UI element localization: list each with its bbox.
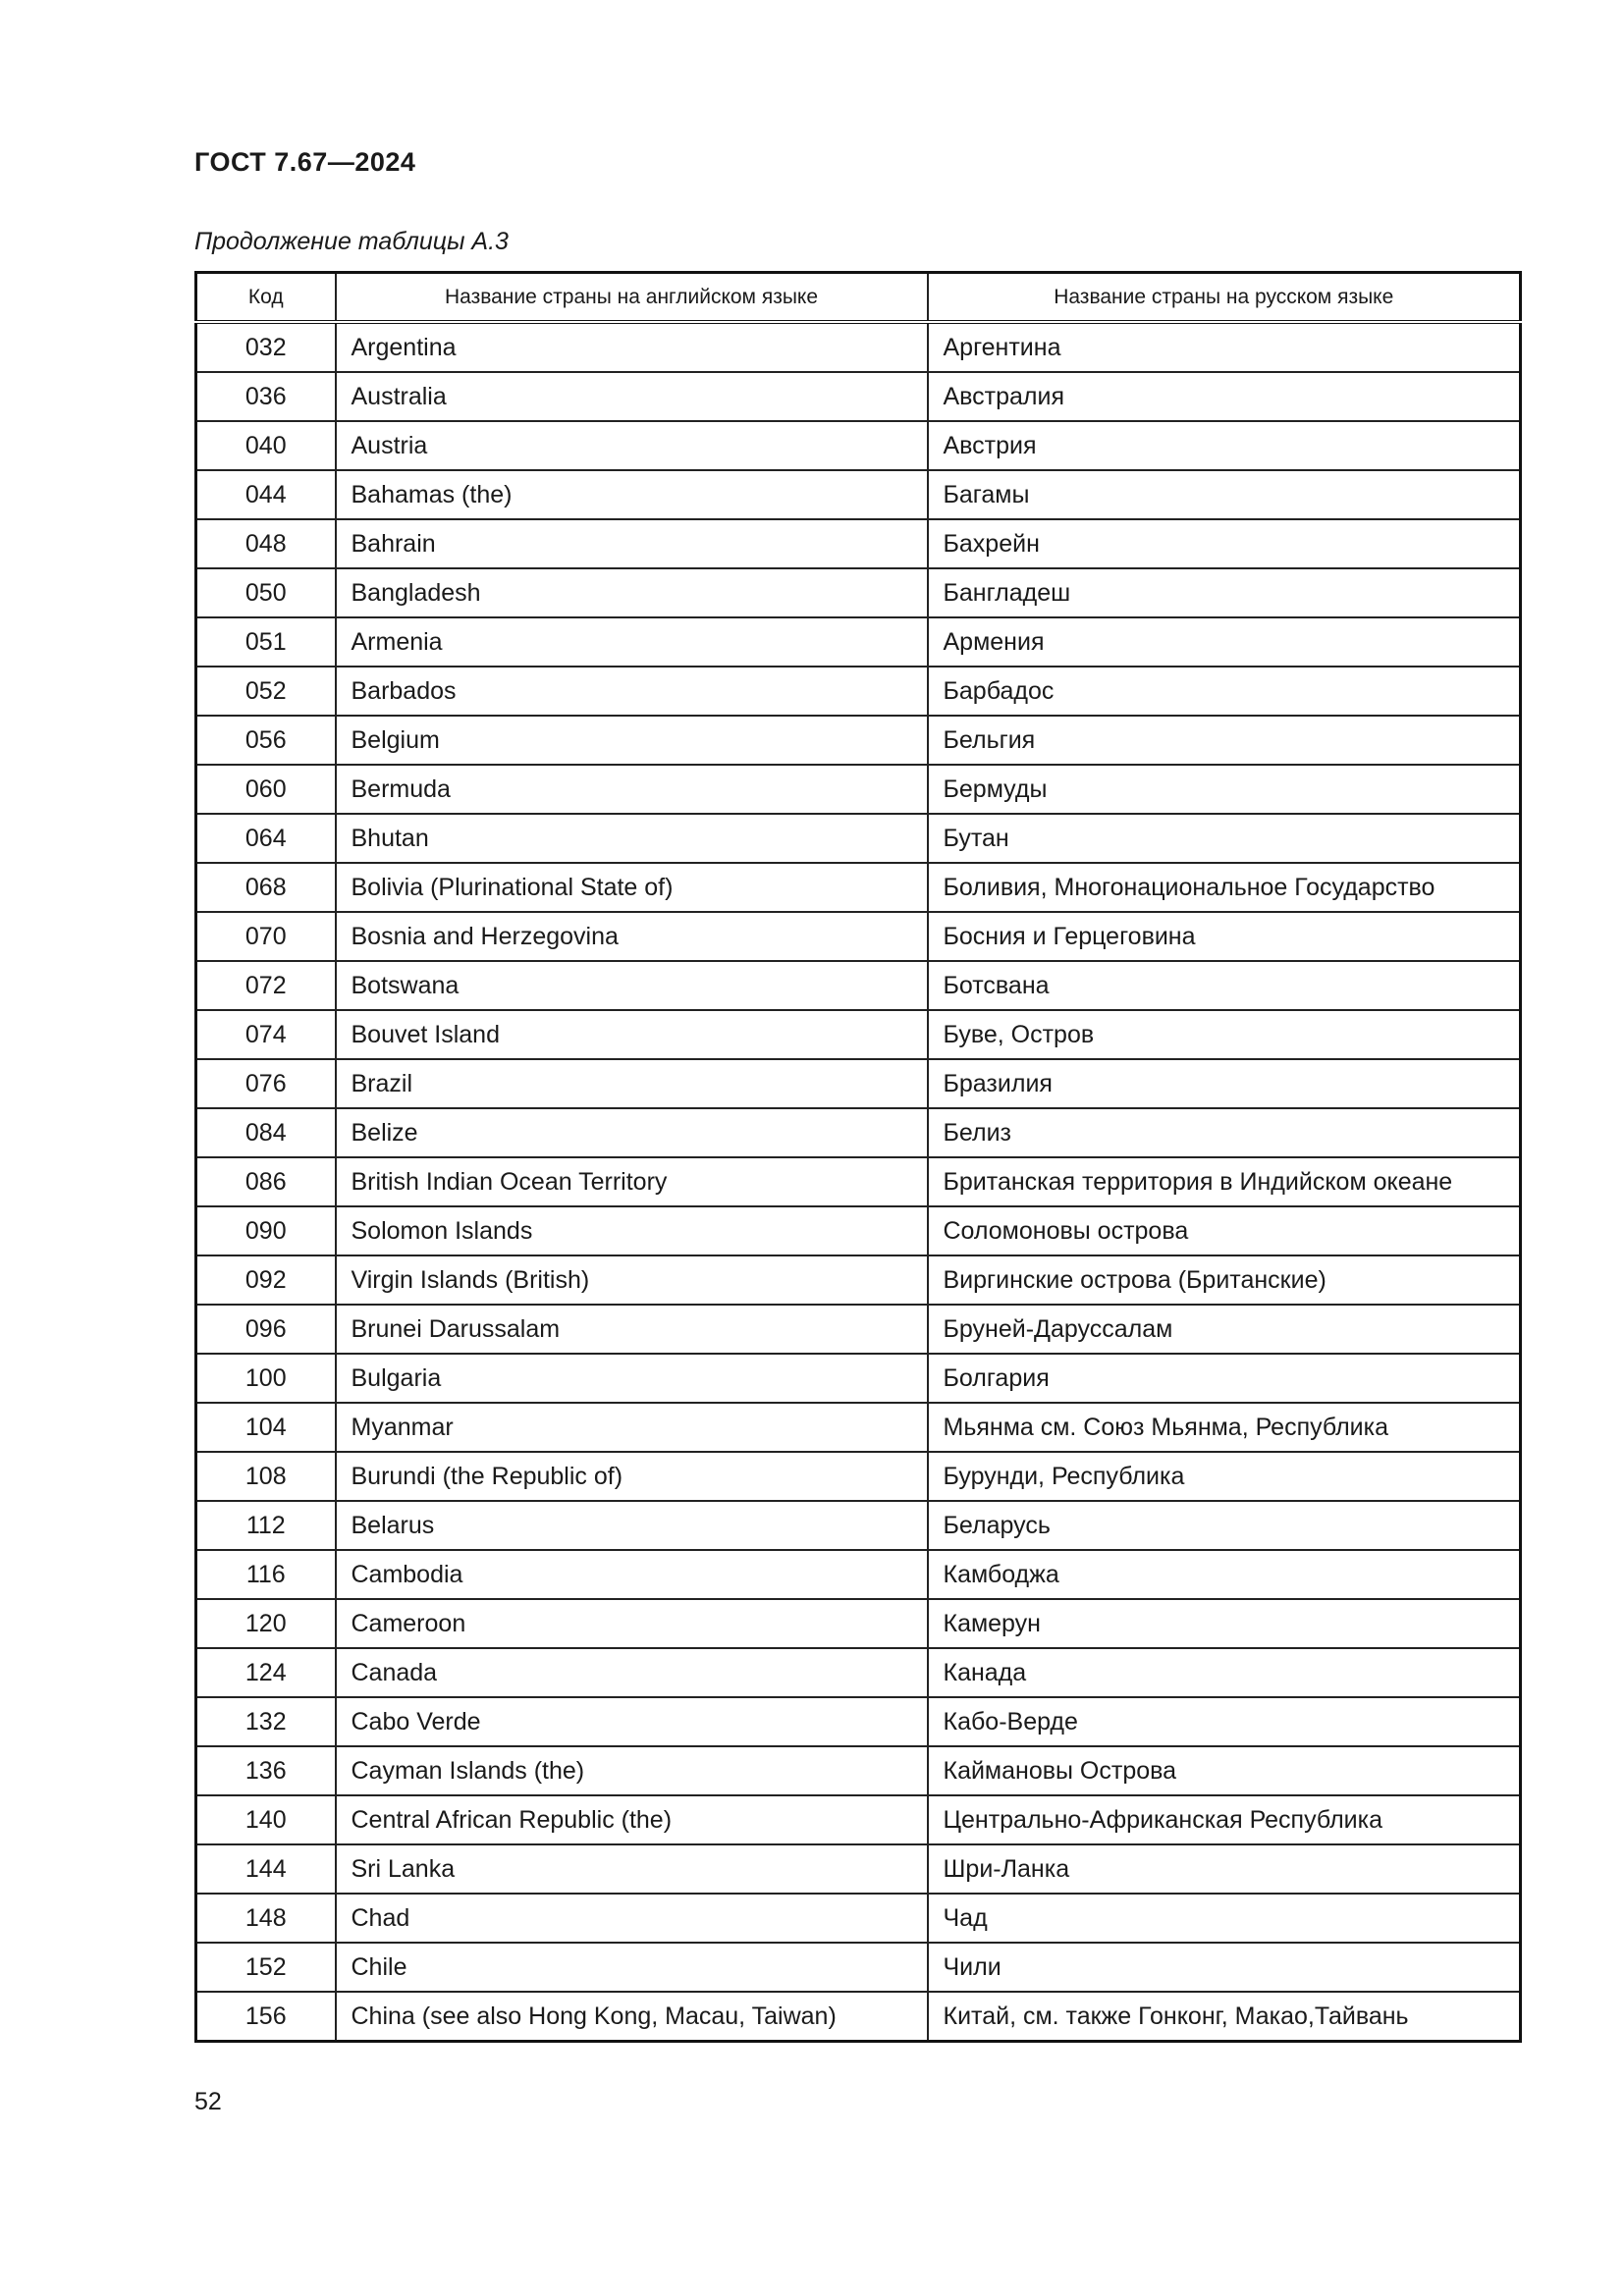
cell-name-ru: Китай, см. также Гонконг, Макао,Тайвань <box>928 1992 1521 2042</box>
table-row <box>196 814 1521 863</box>
country-codes-table <box>194 271 1522 2043</box>
column-header-code: Код <box>196 273 336 323</box>
cell-name-ru: Ботсвана <box>928 961 1521 1010</box>
table-caption: Продолжение таблицы А.3 <box>194 228 509 255</box>
cell-name-ru: Чад <box>928 1894 1521 1943</box>
table-row <box>196 667 1521 716</box>
table-row <box>196 1059 1521 1108</box>
table-row <box>196 1844 1521 1894</box>
cell-code: 060 <box>196 765 336 814</box>
cell-name-en: Austria <box>336 421 928 470</box>
cell-code: 120 <box>196 1599 336 1648</box>
cell-name-ru: Шри-Ланка <box>928 1844 1521 1894</box>
cell-code: 051 <box>196 617 336 667</box>
cell-code: 050 <box>196 568 336 617</box>
cell-name-ru: Бразилия <box>928 1059 1521 1108</box>
table-row <box>196 1452 1521 1501</box>
cell-name-ru: Бангладеш <box>928 568 1521 617</box>
cell-name-en: Bangladesh <box>336 568 928 617</box>
cell-name-en: Argentina <box>336 322 928 372</box>
cell-code: 104 <box>196 1403 336 1452</box>
table-row <box>196 1255 1521 1305</box>
cell-code: 056 <box>196 716 336 765</box>
cell-name-en: Belgium <box>336 716 928 765</box>
cell-code: 152 <box>196 1943 336 1992</box>
cell-name-ru: Британская территория в Индийском океане <box>928 1157 1521 1206</box>
column-header-name-en: Название страны на английском языке <box>336 273 928 323</box>
cell-name-ru: Виргинские острова (Британские) <box>928 1255 1521 1305</box>
table-row <box>196 1108 1521 1157</box>
page-number: 52 <box>194 2088 222 2115</box>
cell-name-en: Armenia <box>336 617 928 667</box>
cell-code: 032 <box>196 322 336 372</box>
cell-name-ru: Боливия, Многонациональное Государство <box>928 863 1521 912</box>
cell-code: 132 <box>196 1697 336 1746</box>
table-row <box>196 1354 1521 1403</box>
table-row <box>196 322 1521 372</box>
cell-name-ru: Армения <box>928 617 1521 667</box>
cell-name-ru: Камерун <box>928 1599 1521 1648</box>
cell-name-en: Bouvet Island <box>336 1010 928 1059</box>
cell-code: 148 <box>196 1894 336 1943</box>
cell-name-ru: Австрия <box>928 421 1521 470</box>
cell-code: 112 <box>196 1501 336 1550</box>
table-row <box>196 1648 1521 1697</box>
table-row <box>196 1550 1521 1599</box>
cell-name-ru: Бельгия <box>928 716 1521 765</box>
cell-name-en: Brazil <box>336 1059 928 1108</box>
table-body <box>196 322 1521 2042</box>
table-row <box>196 421 1521 470</box>
cell-name-ru: Бермуды <box>928 765 1521 814</box>
cell-name-ru: Кабо-Верде <box>928 1697 1521 1746</box>
cell-name-ru: Бутан <box>928 814 1521 863</box>
table-row <box>196 470 1521 519</box>
cell-name-en: Bahrain <box>336 519 928 568</box>
cell-name-ru: Аргентина <box>928 322 1521 372</box>
table-row <box>196 1697 1521 1746</box>
cell-code: 068 <box>196 863 336 912</box>
cell-name-en: Chad <box>336 1894 928 1943</box>
cell-name-en: Solomon Islands <box>336 1206 928 1255</box>
cell-code: 116 <box>196 1550 336 1599</box>
cell-code: 074 <box>196 1010 336 1059</box>
cell-code: 076 <box>196 1059 336 1108</box>
table-row <box>196 1305 1521 1354</box>
cell-name-ru: Соломоновы острова <box>928 1206 1521 1255</box>
cell-code: 144 <box>196 1844 336 1894</box>
cell-name-ru: Центрально-Африканская Республика <box>928 1795 1521 1844</box>
cell-name-ru: Бруней-Даруссалам <box>928 1305 1521 1354</box>
cell-name-ru: Мьянма см. Союз Мьянма, Республика <box>928 1403 1521 1452</box>
cell-name-en: Canada <box>336 1648 928 1697</box>
cell-name-en: Cameroon <box>336 1599 928 1648</box>
cell-code: 036 <box>196 372 336 421</box>
table-row <box>196 1501 1521 1550</box>
cell-name-ru: Босния и Герцеговина <box>928 912 1521 961</box>
cell-name-en: Cabo Verde <box>336 1697 928 1746</box>
table-row <box>196 912 1521 961</box>
cell-name-en: Bahamas (the) <box>336 470 928 519</box>
cell-code: 052 <box>196 667 336 716</box>
cell-name-en: China (see also Hong Kong, Macau, Taiwan) <box>336 1992 928 2042</box>
cell-name-en: Barbados <box>336 667 928 716</box>
table-row <box>196 1992 1521 2042</box>
table-row <box>196 765 1521 814</box>
cell-code: 086 <box>196 1157 336 1206</box>
table-row <box>196 372 1521 421</box>
cell-name-en: Burundi (the Republic of) <box>336 1452 928 1501</box>
cell-code: 040 <box>196 421 336 470</box>
cell-code: 136 <box>196 1746 336 1795</box>
table-row <box>196 568 1521 617</box>
column-header-name-ru: Название страны на русском языке <box>928 273 1521 323</box>
cell-name-en: Belize <box>336 1108 928 1157</box>
cell-code: 096 <box>196 1305 336 1354</box>
cell-name-ru: Беларусь <box>928 1501 1521 1550</box>
cell-name-en: Bolivia (Plurinational State of) <box>336 863 928 912</box>
document-header: ГОСТ 7.67—2024 <box>194 147 416 177</box>
cell-name-en: Bhutan <box>336 814 928 863</box>
table-row <box>196 1403 1521 1452</box>
cell-name-en: Central African Republic (the) <box>336 1795 928 1844</box>
cell-name-ru: Чили <box>928 1943 1521 1992</box>
table-header-row <box>196 273 1521 323</box>
cell-name-ru: Бахрейн <box>928 519 1521 568</box>
cell-name-en: Cambodia <box>336 1550 928 1599</box>
cell-name-en: Chile <box>336 1943 928 1992</box>
cell-code: 064 <box>196 814 336 863</box>
cell-code: 048 <box>196 519 336 568</box>
cell-name-ru: Багамы <box>928 470 1521 519</box>
cell-name-en: Bermuda <box>336 765 928 814</box>
cell-name-ru: Болгария <box>928 1354 1521 1403</box>
cell-name-en: Australia <box>336 372 928 421</box>
table-row <box>196 1894 1521 1943</box>
cell-code: 140 <box>196 1795 336 1844</box>
table-row <box>196 863 1521 912</box>
cell-name-en: Belarus <box>336 1501 928 1550</box>
table-row <box>196 1157 1521 1206</box>
cell-name-ru: Белиз <box>928 1108 1521 1157</box>
cell-name-en: Myanmar <box>336 1403 928 1452</box>
cell-code: 072 <box>196 961 336 1010</box>
table-row <box>196 1746 1521 1795</box>
table-row <box>196 617 1521 667</box>
cell-name-ru: Каймановы Острова <box>928 1746 1521 1795</box>
cell-code: 156 <box>196 1992 336 2042</box>
table-row <box>196 1795 1521 1844</box>
cell-code: 084 <box>196 1108 336 1157</box>
cell-name-en: Botswana <box>336 961 928 1010</box>
table-row <box>196 1206 1521 1255</box>
table-row <box>196 1943 1521 1992</box>
cell-code: 090 <box>196 1206 336 1255</box>
cell-code: 070 <box>196 912 336 961</box>
cell-code: 124 <box>196 1648 336 1697</box>
cell-name-ru: Канада <box>928 1648 1521 1697</box>
table-row <box>196 1010 1521 1059</box>
table-row <box>196 961 1521 1010</box>
cell-name-ru: Камбоджа <box>928 1550 1521 1599</box>
cell-name-en: Bosnia and Herzegovina <box>336 912 928 961</box>
table-row <box>196 1599 1521 1648</box>
cell-name-en: Brunei Darussalam <box>336 1305 928 1354</box>
table-row <box>196 716 1521 765</box>
cell-code: 044 <box>196 470 336 519</box>
cell-code: 100 <box>196 1354 336 1403</box>
cell-name-ru: Австралия <box>928 372 1521 421</box>
cell-name-en: Bulgaria <box>336 1354 928 1403</box>
cell-name-ru: Буве, Остров <box>928 1010 1521 1059</box>
table-row <box>196 519 1521 568</box>
cell-name-ru: Барбадос <box>928 667 1521 716</box>
cell-name-en: Virgin Islands (British) <box>336 1255 928 1305</box>
cell-code: 092 <box>196 1255 336 1305</box>
cell-name-en: Cayman Islands (the) <box>336 1746 928 1795</box>
cell-code: 108 <box>196 1452 336 1501</box>
cell-name-ru: Бурунди, Республика <box>928 1452 1521 1501</box>
cell-name-en: British Indian Ocean Territory <box>336 1157 928 1206</box>
cell-name-en: Sri Lanka <box>336 1844 928 1894</box>
